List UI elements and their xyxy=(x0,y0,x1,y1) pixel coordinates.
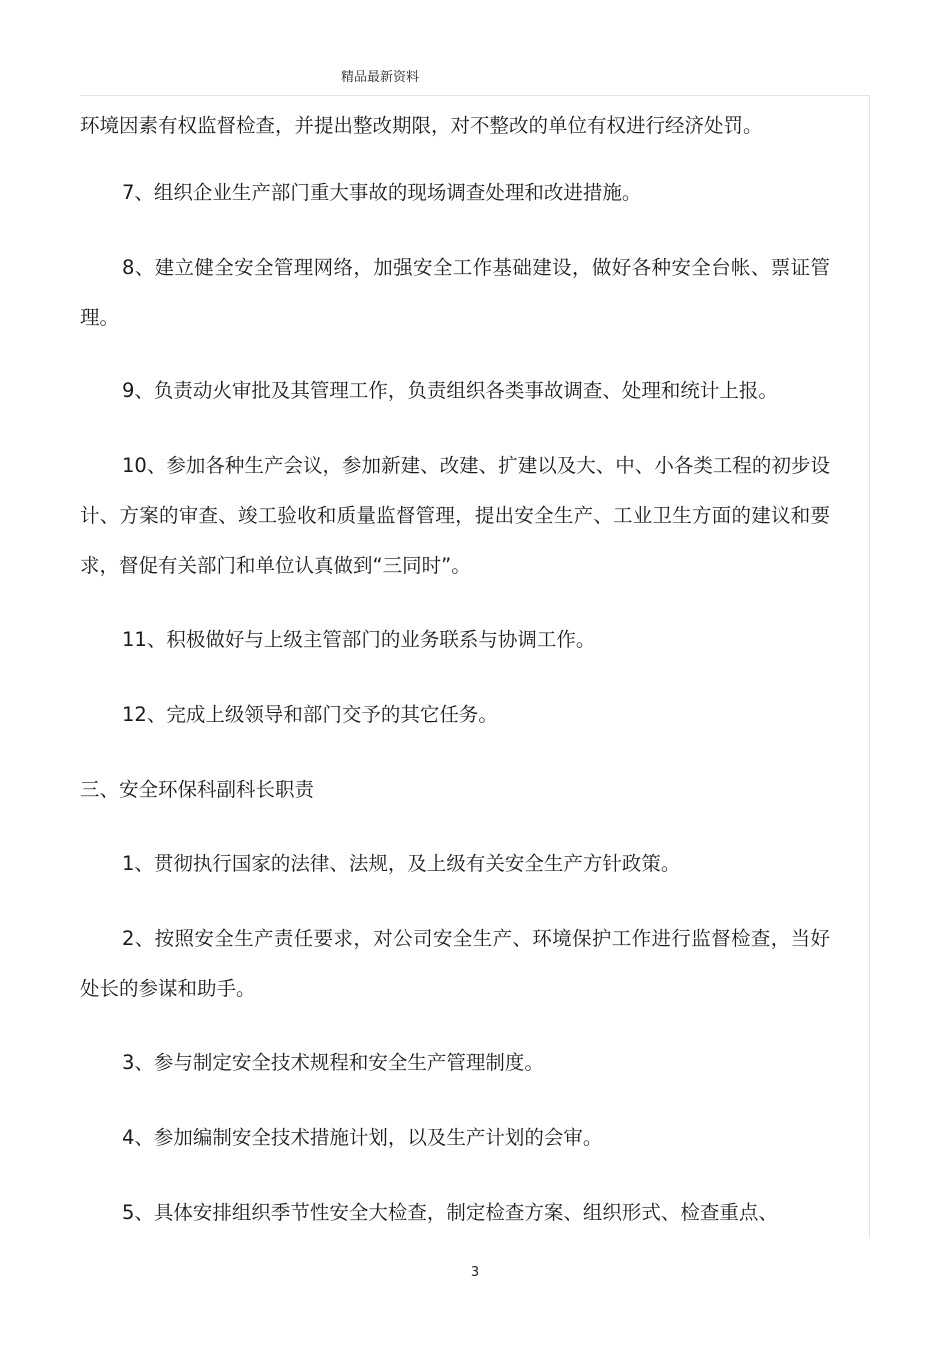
paragraph-continuation: 环境因素有权监督检查，并提出整改期限，对不整改的单位有权进行经济处罚。 xyxy=(80,114,763,137)
paragraph-item-9: 9、负责动火审批及其管理工作，负责组织各类事故调查、处理和统计上报。 xyxy=(122,379,778,402)
header-divider xyxy=(80,95,870,96)
paragraph-duty-1: 1、贯彻执行国家的法律、法规，及上级有关安全生产方针政策。 xyxy=(122,852,681,875)
paragraph-item-8: 8、建立健全安全管理网络，加强安全工作基础建设，做好各种安全台帐、票证管理。 xyxy=(80,256,830,329)
paragraph-duty-4: 4、参加编制安全技术措施计划，以及生产计划的会审。 xyxy=(122,1126,603,1149)
paragraph-item-7: 7、组织企业生产部门重大事故的现场调查处理和改进措施。 xyxy=(122,181,642,204)
page-header: 精品最新资料 xyxy=(341,70,420,85)
page-number: 3 xyxy=(470,1265,480,1280)
paragraph-item-10: 10、参加各种生产会议，参加新建、改建、扩建以及大、中、小各类工程的初步设计、方案的审查、竣工验收和质量监督管理，提出安全生产、工业卫生方面的建议和要求，督促有关部门和单位认真做到“三同时”。 xyxy=(80,454,830,577)
paragraph-duty-3: 3、参与制定安全技术规程和安全生产管理制度。 xyxy=(122,1051,544,1074)
paragraph-item-12: 12、完成上级领导和部门交予的其它任务。 xyxy=(122,703,498,726)
right-margin-line xyxy=(869,95,870,1238)
paragraph-duty-2: 2、按照安全生产责任要求，对公司安全生产、环境保护工作进行监督检查，当好处长的参谋和助手。 xyxy=(80,927,830,1000)
section-heading: 三、安全环保科副科长职责 xyxy=(80,778,315,801)
paragraph-duty-5: 5、具体安排组织季节性安全大检查，制定检查方案、组织形式、检查重点、 xyxy=(122,1201,778,1224)
paragraph-item-11: 11、积极做好与上级主管部门的业务联系与协调工作。 xyxy=(122,628,596,651)
